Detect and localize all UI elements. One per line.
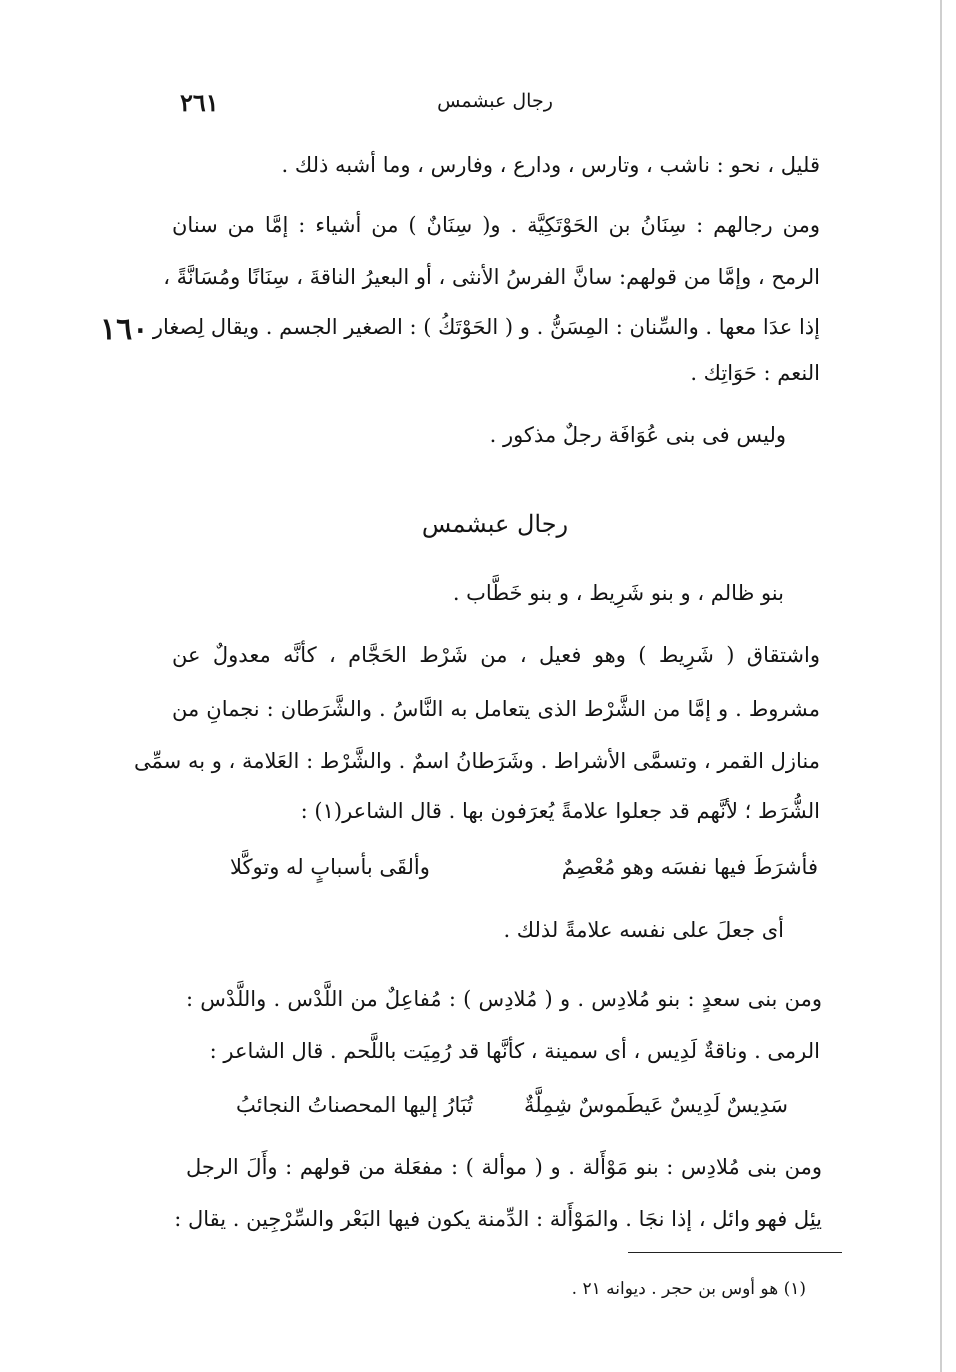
text-line: منازل القمر ، وتسمَّى الأشراط . وشَرَطانُ اسمٌ . والشَّرْط : العَلامة ، و به سمِّى (134, 749, 820, 773)
text-line: بنو ظالم ، و بنو شَرِيط ، و بنو خَطَّاب . (452, 581, 784, 605)
text-line: الرمى . وناقةٌ لَدِيس ، أى سمينة ، كأنَّها قد رُمِيَت باللَّحم . قال الشاعر : (209, 1039, 820, 1063)
text-line: يئِل فهو وائل ، إذا نجَا . والمَوْأَلة : الدِّمنة يكون فيها البَعْر والسِّرْجِين . يقال : (174, 1207, 822, 1231)
page-edge-line (940, 0, 942, 1372)
text-line: الرمح ، وإمَّا من قولهم: سانَّ الفرسُ الأنثى ، أو البعيرُ الناقةَ ، سِنَانًا ومُسَانَّةً ، (163, 265, 820, 289)
text-line: ومن بنى سعدٍ : بنو مُلادِس . و ( مُلادِس ) : مُفاعِلٌ من اللَّدْس . واللَّدْس : (186, 987, 823, 1011)
text-line: إذا عدَا معها . والسِّنان : المِسَنُّ . و ( الحَوْتَكُ ) : الصغير الجسم . ويقال لِصغار (152, 315, 820, 339)
text-line: قليل ، نحو : ناشب ، وتارس ، ودارع ، وفارس ، وما أشبه ذلك . (281, 153, 820, 177)
page-header (170, 90, 820, 126)
text-line: وليس فى بنى عُوَافَة رجلٌ مذكور . (489, 423, 786, 447)
text-line: واشتقاق ( شَرِيط ) وهو فعيل ، من شَرْط الحَجَّام ، كأنَّه معدولٌ عن (172, 643, 820, 667)
text-line: أى جعلَ على نفسه علامةً لذلك . (503, 918, 784, 942)
verse-hemistich-first: سَدِيسٌ لَدِيسٌ عَيطَموسٌ شِمِلَّةٌ (524, 1093, 788, 1117)
text-line: ومن بنى مُلادِس : بنو مَوْأَلة . و ( موألة ) : مفعَلة من قولهم : وأَلَ الرجل (186, 1155, 822, 1179)
section-title: رجال عبشمس (421, 510, 569, 538)
footnote-rule (628, 1252, 842, 1253)
verse-hemistich-second: تُبَارُ إليها المحصناتُ النجائبُ (236, 1093, 474, 1117)
margin-page-number: ١٦٠ (100, 312, 149, 347)
text-line: الشُّرَط ؛ لأنَّهم قد جعلوا علامةً يُعرَفون بها . قال الشاعر(١) : (300, 799, 820, 823)
running-head: رجال عبشمس (437, 90, 553, 112)
page-number: ٢٦١ (180, 88, 219, 117)
verse-hemistich-second: وألقَى بأسبابٍ له وتوكَّلا (230, 855, 430, 879)
footnote: (١) هو أوس بن حجر . ديوانه ٢١ . (571, 1279, 806, 1299)
text-line: مشروط . و إمَّا من الشَّرْط الذى يتعامل به النَّاسُ . والشَّرَطان : نجمانِ من (172, 697, 820, 721)
verse-hemistich-first: فأشرَطَ فيها نفسَه وهو مُعْصِمٌ (561, 855, 818, 879)
text-line: النعم : حَوَاتِك . (690, 361, 820, 385)
text-line: ومن رجالهم : سِنَانُ بن الحَوْتَكِيَّة . و( سِنَانٌ ) من أشياء : إمَّا من سنان (172, 213, 820, 237)
